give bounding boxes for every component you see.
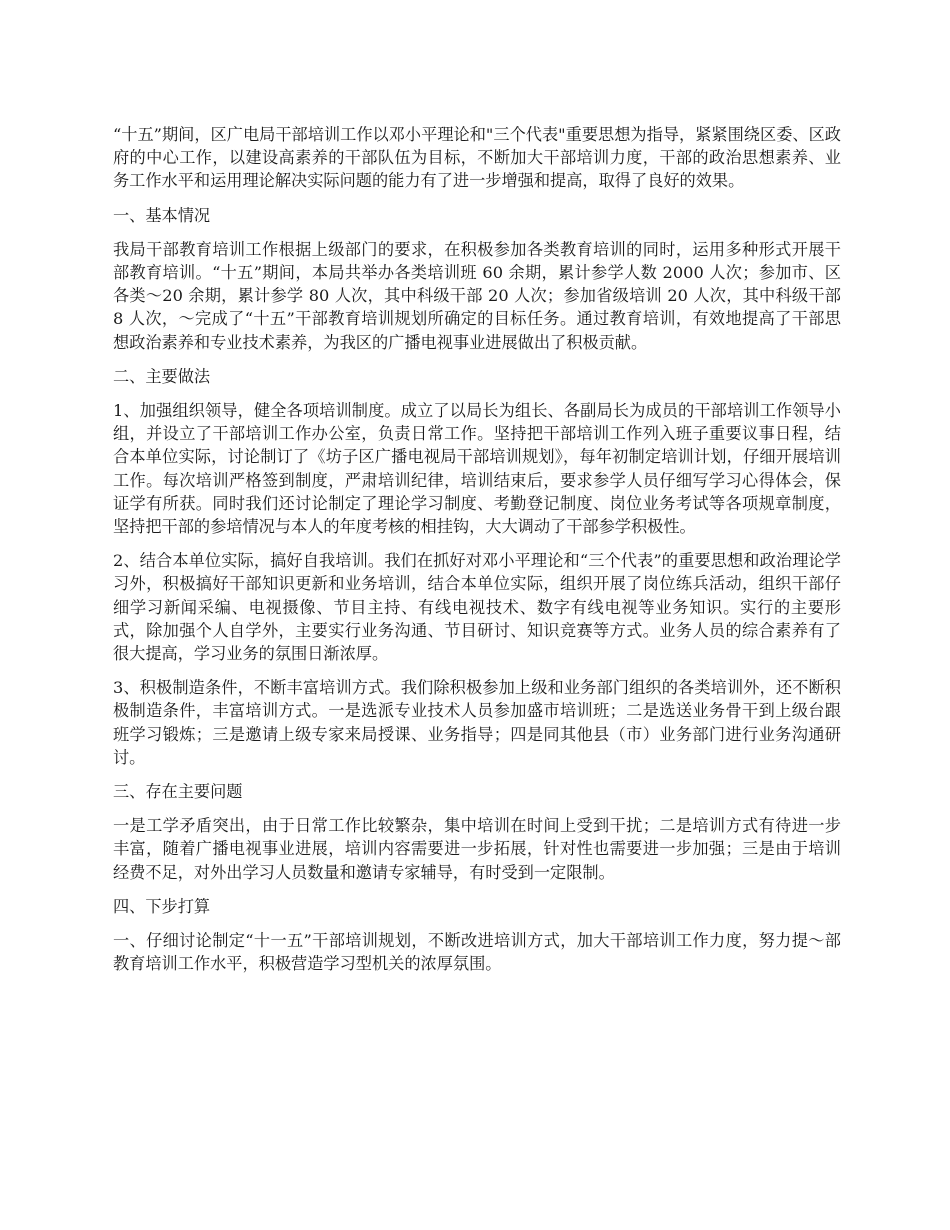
section-1-heading: 一、基本情况 xyxy=(113,205,211,225)
intro-paragraph: “十五”期间，区广电局干部培训工作以邓小平理论和"三个代表"重要思想为指导，紧紧围绕区委、区政府的中心工作，以建设高素养的干部队伍为目标，不断加大干部培训力度，干部的政治思想素养、业务工作水平和运用理论解决实际问题的能力有了进一步增强和提高，取得了良好的效果。 xyxy=(113,125,841,191)
section-2-item-2: 2、结合本单位实际，搞好自我培训。我们在抓好对邓小平理论和“三个代表”的重要思想和政治理论学习外，积极搞好干部知识更新和业务培训，结合本单位实际，组织开展了岗位练兵活动，组织干部仔细学习新闻采编、电视摄像、节目主持、有线电视技术、数字有线电视等业务知识。实行的主要形式，除加强个人自学外，主要实行业务沟通、节目研讨、知识竞赛等方式。业务人员的综合素养有了很大提高，学习业务的氛围日渐浓厚。 xyxy=(113,551,841,664)
section-4-heading: 四、下步打算 xyxy=(113,896,211,916)
section-4-paragraph: 一、仔细讨论制定“十一五”干部培训规划，不断改进培训方式，加大干部培训工作力度，努力提～部教育培训工作水平，积极营造学习型机关的浓厚氛围。 xyxy=(113,931,841,974)
document-page xyxy=(113,123,841,987)
section-3-paragraph: 一是工学矛盾突出，由于日常工作比较繁杂，集中培训在时间上受到干扰；二是培训方式有待进一步丰富，随着广播电视事业进展，培训内容需要进一步拓展，针对性也需要进一步加强；三是由于培训经费不足，对外出学习人员数量和邀请专家辅导，有时受到一定限制。 xyxy=(113,816,841,882)
section-1-paragraph: 我局干部教育培训工作根据上级部门的要求，在积极参加各类教育培训的同时，运用多种形式开展干部教育培训。“十五”期间，本局共举办各类培训班 60 余期，累计参学人数 2000 人次；参加市、区各类～20 余期，累计参学 80 人次，其中科级干部 20 人次；参加省级培训 20 人次，其中科级干部 8 人次，～完成了“十五”干部教育培训规划所确定的目标任务。通过教育培训，有效地提高了干部思想政治素养和专业技术素养，为我区的广播电视事业进展做出了积极贡献。 xyxy=(113,239,841,352)
section-2-item-1: 1、加强组织领导，健全各项培训制度。成立了以局长为组长、各副局长为成员的干部培训工作领导小组，并设立了干部培训工作办公室，负责日常工作。坚持把干部培训工作列入班子重要议事日程，结合本单位实际，讨论制订了《坊子区广播电视局干部培训规划》，每年初制定培训计划，仔细开展培训工作。每次培训严格签到制度，严肃培训纪律，培训结束后，要求参学人员仔细写学习心得体会，保证学有所获。同时我们还讨论制定了理论学习制度、考勤登记制度、岗位业务考试等各项规章制度，坚持把干部的参培情况与本人的年度考核的相挂钩，大大调动了干部参学积极性。 xyxy=(113,401,841,537)
section-3-heading: 三、存在主要问题 xyxy=(113,782,243,802)
section-2-heading: 二、主要做法 xyxy=(113,366,211,386)
section-2-item-3: 3、积极制造条件，不断丰富培训方式。我们除积极参加上级和业务部门组织的各类培训外，还不断积极制造条件，丰富培训方式。一是选派专业技术人员参加盛市培训班；二是选送业务骨干到上级台跟班学习锻炼；三是邀请上级专家来局授课、业务指导；四是同其他县（市）业务部门进行业务沟通研讨。 xyxy=(113,678,841,767)
